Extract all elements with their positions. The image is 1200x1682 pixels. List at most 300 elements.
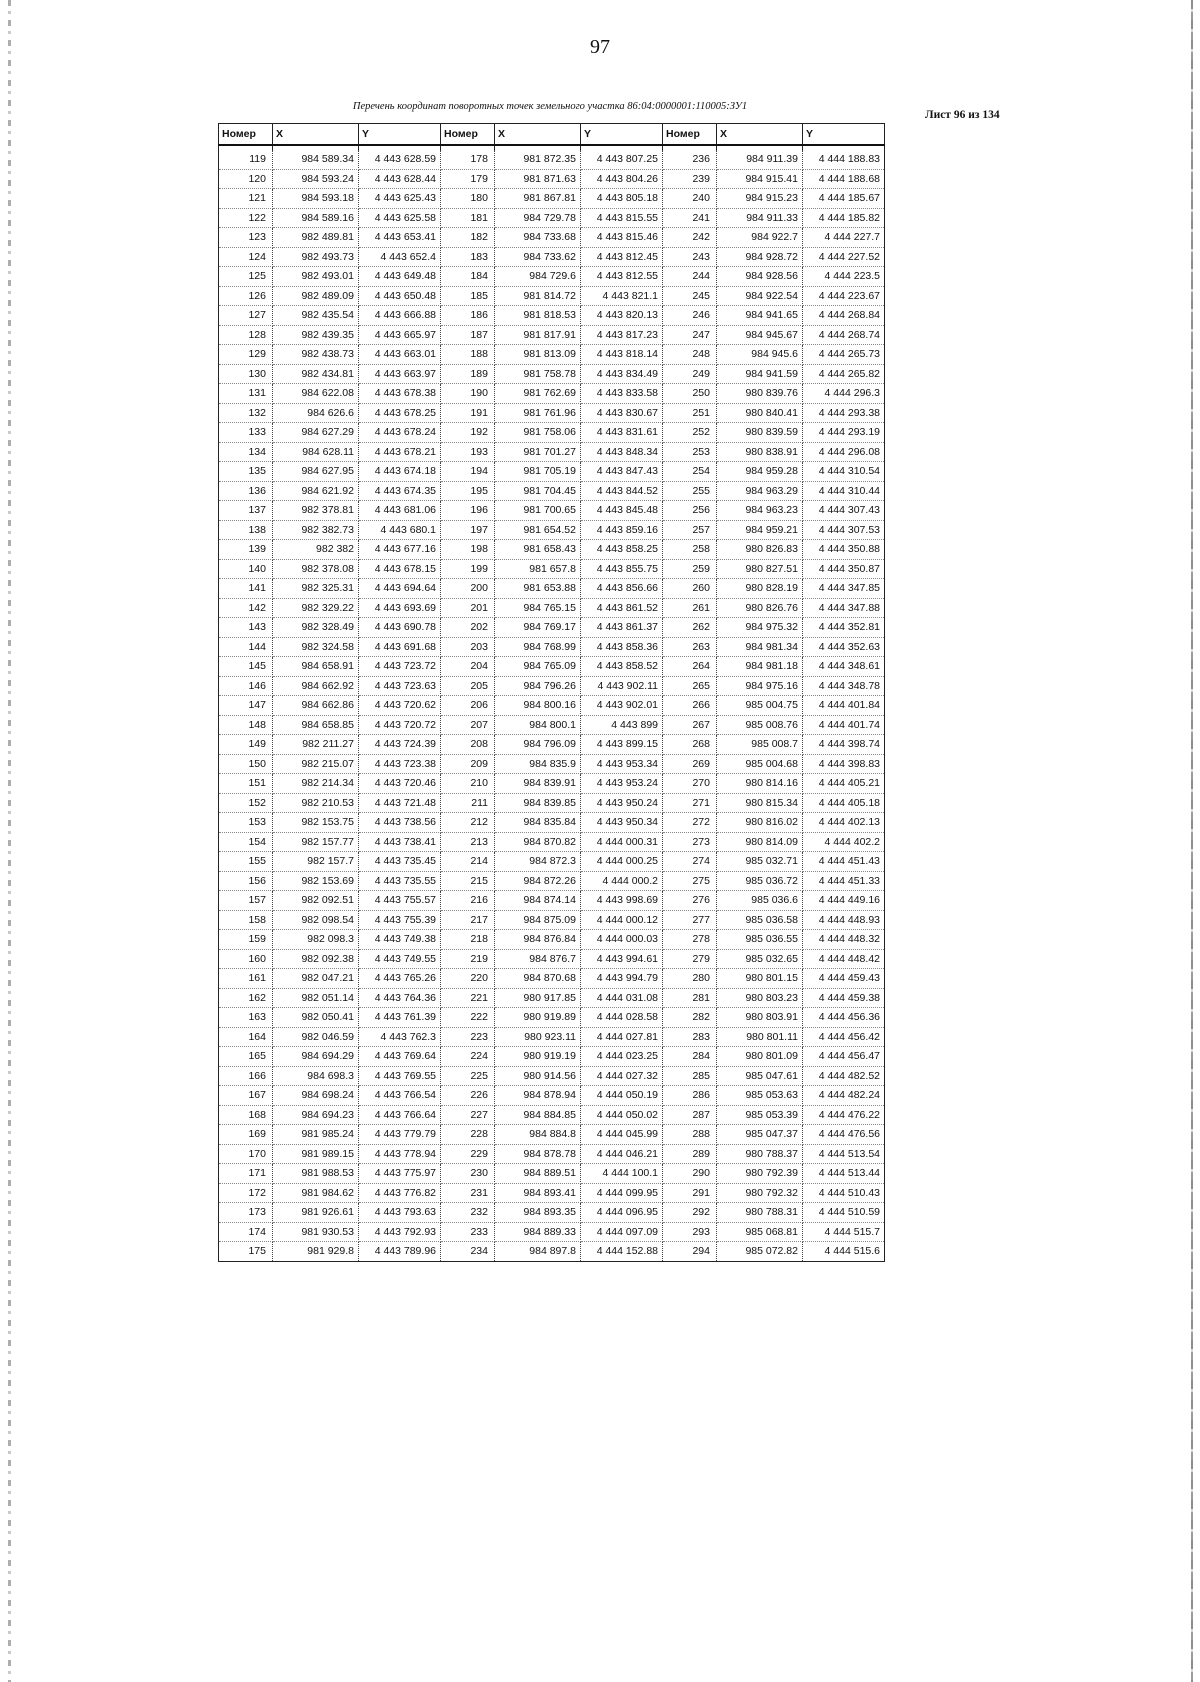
coord-y: 4 444 401.74: [803, 715, 885, 735]
point-number: 273: [663, 832, 717, 852]
point-number: 288: [663, 1125, 717, 1145]
coord-x: 984 733.68: [495, 228, 581, 248]
coord-x: 984 870.82: [495, 832, 581, 852]
point-number: 213: [441, 832, 495, 852]
coord-y: 4 443 694.64: [359, 579, 441, 599]
coord-x: 984 835.9: [495, 754, 581, 774]
table-row: [219, 286, 885, 306]
point-number: 126: [219, 286, 273, 306]
point-number: 183: [441, 247, 495, 267]
table-row: [219, 696, 885, 716]
coord-x: 984 915.23: [717, 189, 803, 209]
point-number: 133: [219, 423, 273, 443]
coord-x: 982 378.08: [273, 559, 359, 579]
coord-y: 4 444 188.68: [803, 169, 885, 189]
coord-x: 981 926.61: [273, 1203, 359, 1223]
coord-x: 981 700.65: [495, 501, 581, 521]
point-number: 279: [663, 949, 717, 969]
point-number: 169: [219, 1125, 273, 1145]
coord-y: 4 443 779.79: [359, 1125, 441, 1145]
coord-y: 4 444 482.24: [803, 1086, 885, 1106]
point-number: 246: [663, 306, 717, 326]
coord-x: 985 004.75: [717, 696, 803, 716]
point-number: 292: [663, 1203, 717, 1223]
coord-y: 4 444 188.83: [803, 150, 885, 169]
coord-y: 4 444 227.52: [803, 247, 885, 267]
coord-x: 980 839.59: [717, 423, 803, 443]
page-number: 97: [590, 36, 610, 58]
point-number: 212: [441, 813, 495, 833]
point-number: 286: [663, 1086, 717, 1106]
coord-y: 4 444 350.88: [803, 540, 885, 560]
table-row: [219, 208, 885, 228]
coord-y: 4 443 663.01: [359, 345, 441, 365]
coord-x: 984 893.35: [495, 1203, 581, 1223]
table-row: [219, 169, 885, 189]
coord-y: 4 444 456.42: [803, 1027, 885, 1047]
point-number: 253: [663, 442, 717, 462]
coord-x: 980 792.39: [717, 1164, 803, 1184]
point-number: 199: [441, 559, 495, 579]
point-number: 218: [441, 930, 495, 950]
table-row: [219, 735, 885, 755]
coord-y: 4 443 815.46: [581, 228, 663, 248]
coord-y: 4 443 812.55: [581, 267, 663, 287]
point-number: 209: [441, 754, 495, 774]
point-number: 283: [663, 1027, 717, 1047]
coord-y: 4 444 028.58: [581, 1008, 663, 1028]
point-number: 149: [219, 735, 273, 755]
coord-x: 980 826.83: [717, 540, 803, 560]
point-number: 163: [219, 1008, 273, 1028]
coord-y: 4 443 749.55: [359, 949, 441, 969]
coord-y: 4 443 693.69: [359, 598, 441, 618]
point-number: 259: [663, 559, 717, 579]
point-number: 207: [441, 715, 495, 735]
coord-y: 4 443 678.25: [359, 403, 441, 423]
coord-y: 4 444 451.33: [803, 871, 885, 891]
point-number: 205: [441, 676, 495, 696]
coord-y: 4 443 830.67: [581, 403, 663, 423]
coord-y: 4 444 227.7: [803, 228, 885, 248]
table-row: [219, 442, 885, 462]
coord-x: 981 871.63: [495, 169, 581, 189]
header-y: Y: [581, 124, 663, 146]
table-row: [219, 364, 885, 384]
table-row: [219, 1027, 885, 1047]
coord-y: 4 444 402.2: [803, 832, 885, 852]
point-number: 194: [441, 462, 495, 482]
table-row: [219, 988, 885, 1008]
point-number: 159: [219, 930, 273, 950]
coord-y: 4 444 027.81: [581, 1027, 663, 1047]
table-row: [219, 813, 885, 833]
point-number: 206: [441, 696, 495, 716]
coord-y: 4 443 680.1: [359, 520, 441, 540]
scan-edge-left: [8, 0, 11, 1682]
coord-x: 980 919.89: [495, 1008, 581, 1028]
coord-y: 4 443 778.94: [359, 1144, 441, 1164]
point-number: 195: [441, 481, 495, 501]
point-number: 226: [441, 1086, 495, 1106]
coord-y: 4 443 674.35: [359, 481, 441, 501]
table-row: [219, 910, 885, 930]
coord-x: 981 761.96: [495, 403, 581, 423]
coord-x: 982 098.54: [273, 910, 359, 930]
point-number: 211: [441, 793, 495, 813]
table-row: [219, 891, 885, 911]
coord-x: 981 867.81: [495, 189, 581, 209]
point-number: 222: [441, 1008, 495, 1028]
coord-y: 4 444 398.83: [803, 754, 885, 774]
coord-x: 984 593.18: [273, 189, 359, 209]
coord-y: 4 444 307.53: [803, 520, 885, 540]
point-number: 202: [441, 618, 495, 638]
coord-y: 4 443 721.48: [359, 793, 441, 813]
coord-y: 4 443 628.59: [359, 150, 441, 169]
point-number: 198: [441, 540, 495, 560]
coord-y: 4 444 100.1: [581, 1164, 663, 1184]
table-row: [219, 1164, 885, 1184]
point-number: 180: [441, 189, 495, 209]
coord-x: 984 878.78: [495, 1144, 581, 1164]
point-number: 143: [219, 618, 273, 638]
table-row: [219, 1047, 885, 1067]
coord-y: 4 444 268.84: [803, 306, 885, 326]
point-number: 242: [663, 228, 717, 248]
coord-y: 4 443 817.23: [581, 325, 663, 345]
coord-x: 985 004.68: [717, 754, 803, 774]
coord-x: 985 072.82: [717, 1242, 803, 1262]
table-row: [219, 1086, 885, 1106]
table-row: [219, 1008, 885, 1028]
coord-x: 984 796.26: [495, 676, 581, 696]
point-number: 185: [441, 286, 495, 306]
coord-y: 4 443 861.52: [581, 598, 663, 618]
point-number: 201: [441, 598, 495, 618]
point-number: 204: [441, 657, 495, 677]
point-number: 157: [219, 891, 273, 911]
coord-x: 984 945.67: [717, 325, 803, 345]
coord-y: 4 443 677.16: [359, 540, 441, 560]
coord-y: 4 444 448.32: [803, 930, 885, 950]
coord-x: 984 884.85: [495, 1105, 581, 1125]
coord-y: 4 444 099.95: [581, 1183, 663, 1203]
point-number: 228: [441, 1125, 495, 1145]
table-row: [219, 559, 885, 579]
coord-x: 984 889.33: [495, 1222, 581, 1242]
coord-x: 984 769.17: [495, 618, 581, 638]
point-number: 248: [663, 345, 717, 365]
coord-y: 4 444 000.31: [581, 832, 663, 852]
table-row: [219, 871, 885, 891]
coord-y: 4 444 456.36: [803, 1008, 885, 1028]
point-number: 278: [663, 930, 717, 950]
point-number: 137: [219, 501, 273, 521]
coord-y: 4 444 152.88: [581, 1242, 663, 1262]
point-number: 200: [441, 579, 495, 599]
coord-y: 4 443 831.61: [581, 423, 663, 443]
coord-x: 982 092.51: [273, 891, 359, 911]
point-number: 260: [663, 579, 717, 599]
point-number: 184: [441, 267, 495, 287]
point-number: 136: [219, 481, 273, 501]
coord-x: 980 792.32: [717, 1183, 803, 1203]
table-row: [219, 540, 885, 560]
coord-x: 984 872.3: [495, 852, 581, 872]
coord-y: 4 443 735.45: [359, 852, 441, 872]
point-number: 203: [441, 637, 495, 657]
point-number: 249: [663, 364, 717, 384]
coord-x: 982 434.81: [273, 364, 359, 384]
point-number: 119: [219, 150, 273, 169]
coord-x: 981 929.8: [273, 1242, 359, 1262]
coord-y: 4 443 666.88: [359, 306, 441, 326]
coord-y: 4 443 859.16: [581, 520, 663, 540]
coord-x: 984 889.51: [495, 1164, 581, 1184]
point-number: 140: [219, 559, 273, 579]
coord-x: 984 928.56: [717, 267, 803, 287]
coord-y: 4 443 899.15: [581, 735, 663, 755]
coord-x: 985 053.63: [717, 1086, 803, 1106]
coord-y: 4 443 845.48: [581, 501, 663, 521]
coord-y: 4 443 804.26: [581, 169, 663, 189]
coord-x: 984 662.86: [273, 696, 359, 716]
table-header-row: [219, 124, 885, 146]
coord-y: 4 443 764.36: [359, 988, 441, 1008]
table-row: [219, 949, 885, 969]
point-number: 181: [441, 208, 495, 228]
coord-y: 4 443 723.38: [359, 754, 441, 774]
point-number: 264: [663, 657, 717, 677]
point-number: 170: [219, 1144, 273, 1164]
coord-x: 980 919.19: [495, 1047, 581, 1067]
coord-y: 4 444 223.5: [803, 267, 885, 287]
coord-y: 4 443 858.52: [581, 657, 663, 677]
coord-x: 984 694.29: [273, 1047, 359, 1067]
point-number: 221: [441, 988, 495, 1008]
coord-x: 985 047.37: [717, 1125, 803, 1145]
table-row: [219, 325, 885, 345]
point-number: 287: [663, 1105, 717, 1125]
point-number: 208: [441, 735, 495, 755]
table-row: [219, 1222, 885, 1242]
point-number: 247: [663, 325, 717, 345]
table-row: [219, 481, 885, 501]
table-row: [219, 754, 885, 774]
coord-y: 4 443 723.63: [359, 676, 441, 696]
coord-x: 984 589.16: [273, 208, 359, 228]
coord-y: 4 443 861.37: [581, 618, 663, 638]
coord-y: 4 444 050.02: [581, 1105, 663, 1125]
coord-y: 4 444 402.13: [803, 813, 885, 833]
coord-x: 982 439.35: [273, 325, 359, 345]
coord-y: 4 443 649.48: [359, 267, 441, 287]
coord-x: 981 701.27: [495, 442, 581, 462]
coord-y: 4 443 749.38: [359, 930, 441, 950]
coord-x: 984 945.6: [717, 345, 803, 365]
point-number: 254: [663, 462, 717, 482]
coord-y: 4 444 352.81: [803, 618, 885, 638]
coord-y: 4 443 724.39: [359, 735, 441, 755]
point-number: 245: [663, 286, 717, 306]
coord-x: 980 801.09: [717, 1047, 803, 1067]
point-number: 153: [219, 813, 273, 833]
coord-x: 982 051.14: [273, 988, 359, 1008]
header-x: X: [717, 124, 803, 146]
point-number: 134: [219, 442, 273, 462]
sheet-label: Лист 96 из 134: [925, 109, 1000, 121]
table-row: [219, 306, 885, 326]
coord-y: 4 443 765.26: [359, 969, 441, 989]
coord-y: 4 444 097.09: [581, 1222, 663, 1242]
coord-x: 985 036.55: [717, 930, 803, 950]
point-number: 166: [219, 1066, 273, 1086]
coord-x: 984 911.39: [717, 150, 803, 169]
point-number: 171: [219, 1164, 273, 1184]
coord-y: 4 444 482.52: [803, 1066, 885, 1086]
coord-x: 984 922.7: [717, 228, 803, 248]
point-number: 250: [663, 384, 717, 404]
coord-y: 4 444 510.43: [803, 1183, 885, 1203]
coord-x: 984 878.94: [495, 1086, 581, 1106]
coord-y: 4 444 449.16: [803, 891, 885, 911]
scan-edge-right: [1191, 0, 1193, 1682]
coord-y: 4 444 096.95: [581, 1203, 663, 1223]
point-number: 196: [441, 501, 495, 521]
coord-y: 4 444 510.59: [803, 1203, 885, 1223]
coord-y: 4 444 265.73: [803, 345, 885, 365]
table-row: [219, 657, 885, 677]
coord-x: 981 872.35: [495, 150, 581, 169]
coord-y: 4 443 994.79: [581, 969, 663, 989]
coord-x: 981 984.62: [273, 1183, 359, 1203]
coord-y: 4 443 678.15: [359, 559, 441, 579]
point-number: 161: [219, 969, 273, 989]
coord-y: 4 444 448.42: [803, 949, 885, 969]
point-number: 225: [441, 1066, 495, 1086]
coord-x: 982 046.59: [273, 1027, 359, 1047]
coord-x: 980 801.15: [717, 969, 803, 989]
coord-x: 981 813.09: [495, 345, 581, 365]
coord-y: 4 443 681.06: [359, 501, 441, 521]
coord-x: 984 839.91: [495, 774, 581, 794]
coord-x: 980 814.09: [717, 832, 803, 852]
coord-y: 4 444 223.67: [803, 286, 885, 306]
point-number: 122: [219, 208, 273, 228]
point-number: 224: [441, 1047, 495, 1067]
point-number: 138: [219, 520, 273, 540]
coord-x: 984 628.11: [273, 442, 359, 462]
coord-x: 980 803.91: [717, 1008, 803, 1028]
coord-x: 981 758.06: [495, 423, 581, 443]
point-number: 284: [663, 1047, 717, 1067]
point-number: 175: [219, 1242, 273, 1262]
point-number: 125: [219, 267, 273, 287]
coord-y: 4 443 953.24: [581, 774, 663, 794]
table-row: [219, 501, 885, 521]
coord-x: 981 930.53: [273, 1222, 359, 1242]
coord-x: 984 884.8: [495, 1125, 581, 1145]
coord-x: 982 435.54: [273, 306, 359, 326]
coord-x: 981 817.91: [495, 325, 581, 345]
coord-y: 4 443 844.52: [581, 481, 663, 501]
coord-x: 984 959.21: [717, 520, 803, 540]
coord-y: 4 443 720.46: [359, 774, 441, 794]
coord-x: 982 382: [273, 540, 359, 560]
coord-y: 4 444 046.21: [581, 1144, 663, 1164]
table-row: [219, 598, 885, 618]
point-number: 150: [219, 754, 273, 774]
point-number: 243: [663, 247, 717, 267]
coord-x: 982 157.77: [273, 832, 359, 852]
coord-y: 4 443 653.41: [359, 228, 441, 248]
point-number: 187: [441, 325, 495, 345]
coord-x: 982 493.01: [273, 267, 359, 287]
coord-x: 984 800.1: [495, 715, 581, 735]
point-number: 151: [219, 774, 273, 794]
coord-y: 4 443 720.62: [359, 696, 441, 716]
coord-y: 4 443 755.39: [359, 910, 441, 930]
point-number: 257: [663, 520, 717, 540]
coord-x: 982 489.09: [273, 286, 359, 306]
coord-x: 984 658.91: [273, 657, 359, 677]
coord-x: 984 839.85: [495, 793, 581, 813]
coord-x: 982 325.31: [273, 579, 359, 599]
table-row: [219, 228, 885, 248]
coord-y: 4 444 476.56: [803, 1125, 885, 1145]
coord-y: 4 444 185.82: [803, 208, 885, 228]
point-number: 131: [219, 384, 273, 404]
point-number: 265: [663, 676, 717, 696]
header-number: Номер: [663, 124, 717, 146]
point-number: 240: [663, 189, 717, 209]
coord-y: 4 444 293.38: [803, 403, 885, 423]
point-number: 139: [219, 540, 273, 560]
point-number: 178: [441, 150, 495, 169]
point-number: 268: [663, 735, 717, 755]
coord-y: 4 443 858.25: [581, 540, 663, 560]
coord-x: 982 329.22: [273, 598, 359, 618]
coord-x: 984 733.62: [495, 247, 581, 267]
coord-x: 984 729.6: [495, 267, 581, 287]
point-number: 162: [219, 988, 273, 1008]
table-row: [219, 1203, 885, 1223]
coord-x: 981 758.78: [495, 364, 581, 384]
coordinates-table: [218, 123, 885, 1262]
coord-x: 982 092.38: [273, 949, 359, 969]
coord-y: 4 443 793.63: [359, 1203, 441, 1223]
coord-x: 984 729.78: [495, 208, 581, 228]
point-number: 144: [219, 637, 273, 657]
coord-x: 980 816.02: [717, 813, 803, 833]
coord-x: 984 875.09: [495, 910, 581, 930]
coord-y: 4 443 950.24: [581, 793, 663, 813]
coord-y: 4 443 902.11: [581, 676, 663, 696]
coord-x: 984 698.3: [273, 1066, 359, 1086]
coord-x: 985 036.6: [717, 891, 803, 911]
point-number: 252: [663, 423, 717, 443]
point-number: 219: [441, 949, 495, 969]
coord-y: 4 443 762.3: [359, 1027, 441, 1047]
table-row: [219, 520, 885, 540]
coord-x: 982 157.7: [273, 852, 359, 872]
coord-x: 984 626.6: [273, 403, 359, 423]
coord-x: 980 815.34: [717, 793, 803, 813]
point-number: 128: [219, 325, 273, 345]
coord-x: 984 922.54: [717, 286, 803, 306]
point-number: 232: [441, 1203, 495, 1223]
